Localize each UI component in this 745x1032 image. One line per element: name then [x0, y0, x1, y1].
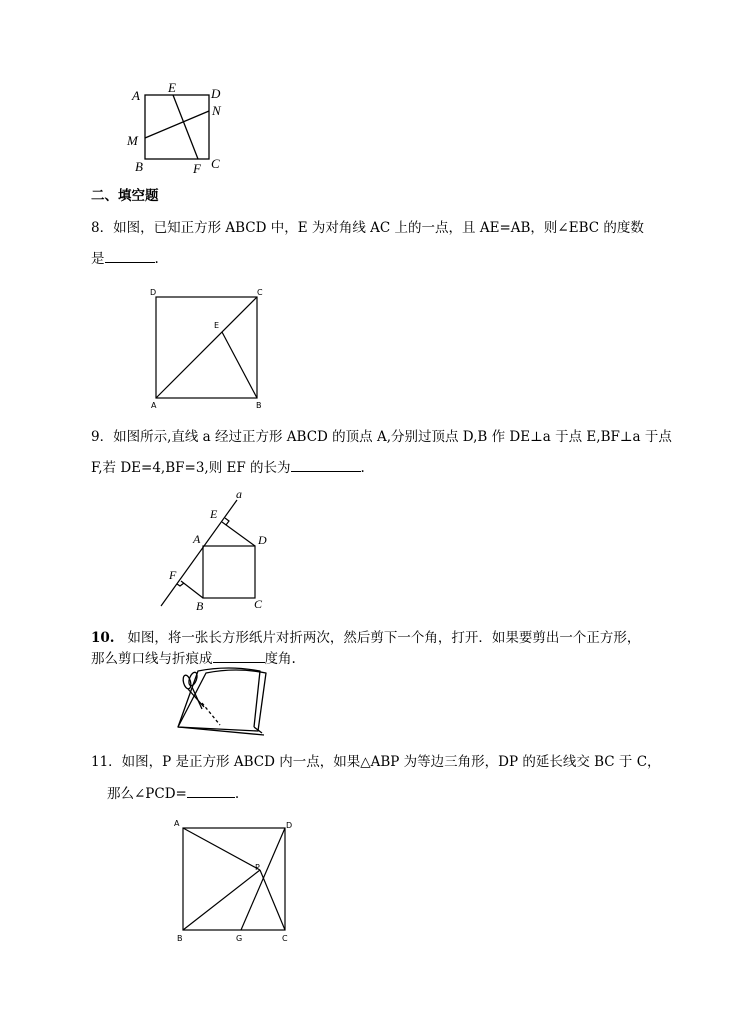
segment-ef: [173, 95, 198, 159]
q8-text-line2: [91, 248, 159, 269]
segment-bp: [183, 870, 260, 930]
label-m: M: [127, 133, 138, 148]
q9-label-b: B: [196, 599, 204, 613]
q10-answer-blank[interactable]: [213, 648, 265, 663]
label-a: A: [132, 88, 140, 103]
label-n: N: [212, 103, 221, 118]
label-b: B: [135, 159, 143, 174]
q9-text-line1: 9．如图所示,直线 a 经过正方形 ABCD 的顶点 A,分别过顶点 D,B 作 DE⊥a 于点 E,BF⊥a 于点: [91, 429, 672, 445]
q11-label-d: D: [286, 821, 293, 830]
q9-label-d: D: [258, 533, 267, 547]
q11-label-p: P: [255, 863, 260, 872]
q9-label-a: A: [193, 532, 201, 546]
q8-text-line1: 8．如图，已知正方形 ABCD 中，E 为对角线 AC 上的一点，且 AE=AB，则∠EBC 的度数: [91, 220, 644, 236]
right-angle-f: [177, 583, 184, 586]
q8-label-d: D: [150, 288, 157, 297]
q11-label-c: C: [282, 934, 288, 943]
label-e: E: [168, 80, 176, 95]
q11-label-g: G: [236, 934, 243, 943]
q11-prefix: 那么∠PCD=: [107, 786, 187, 802]
q8-label-b: B: [256, 401, 262, 410]
label-d: D: [211, 86, 221, 101]
q11-label-a: A: [174, 819, 180, 828]
paper-back: [178, 670, 266, 731]
cut-line: [202, 703, 220, 725]
q10-text-line1: [91, 628, 640, 648]
section-title: 二、填空题: [91, 188, 159, 204]
line-a: [161, 500, 237, 606]
square-abcd-q11: [183, 828, 285, 930]
q8-label-a: A: [151, 401, 157, 410]
q10-prefix: 那么剪口线与折痕成: [91, 651, 213, 667]
q9-text-line2: [91, 457, 365, 478]
q9-answer-blank[interactable]: [291, 457, 361, 472]
q9-label-c: C: [254, 597, 263, 611]
segment-pc: [260, 870, 285, 930]
q9-label-f: F: [169, 568, 177, 582]
q8-answer-blank[interactable]: [105, 248, 155, 263]
q11-text-line1: 11．如图，P 是正方形 ABCD 内一点，如果△ABP 为等边三角形，DP 的延长线交 BC 于 C，: [91, 754, 661, 770]
figure-q11: [170, 815, 300, 947]
label-f: F: [193, 161, 201, 176]
figure-q8: [148, 286, 273, 411]
segment-de: [222, 522, 255, 546]
q8-label-c: C: [257, 288, 263, 297]
q9-suffix: .: [360, 460, 365, 476]
diagonal-ac: [156, 297, 257, 398]
q11-label-b: B: [177, 934, 183, 943]
q9-label-e: E: [210, 507, 218, 521]
segment-bf: [181, 581, 203, 598]
q10-number: 10.: [91, 630, 115, 646]
q10-line1: 如图，将一张长方形纸片对折两次，然后剪下一个角，打开．如果要剪出一个正方形，: [127, 630, 641, 646]
q8-suffix: .: [154, 251, 159, 267]
segment-mn: [145, 111, 209, 138]
figure-q9: [155, 488, 280, 618]
square-abcd-q9: [203, 546, 255, 598]
label-c: C: [211, 156, 220, 171]
q8-label-e: E: [214, 321, 220, 330]
q11-suffix: .: [234, 786, 240, 802]
figure-square-ef-mn: [125, 82, 235, 182]
q8-prefix: 是: [91, 251, 105, 267]
q10-suffix: 度角.: [264, 651, 296, 667]
segment-eb: [222, 332, 257, 398]
q11-answer-blank[interactable]: [187, 783, 235, 798]
scissors-handle-2: [187, 671, 198, 687]
q11-text-line2: [107, 783, 239, 804]
q9-prefix: F,若 DE=4,BF=3,则 EF 的长为: [91, 460, 291, 476]
q9-label-a-line: a: [236, 487, 242, 501]
segment-ap: [183, 828, 260, 870]
figure-q10-folded-paper: [170, 665, 275, 740]
